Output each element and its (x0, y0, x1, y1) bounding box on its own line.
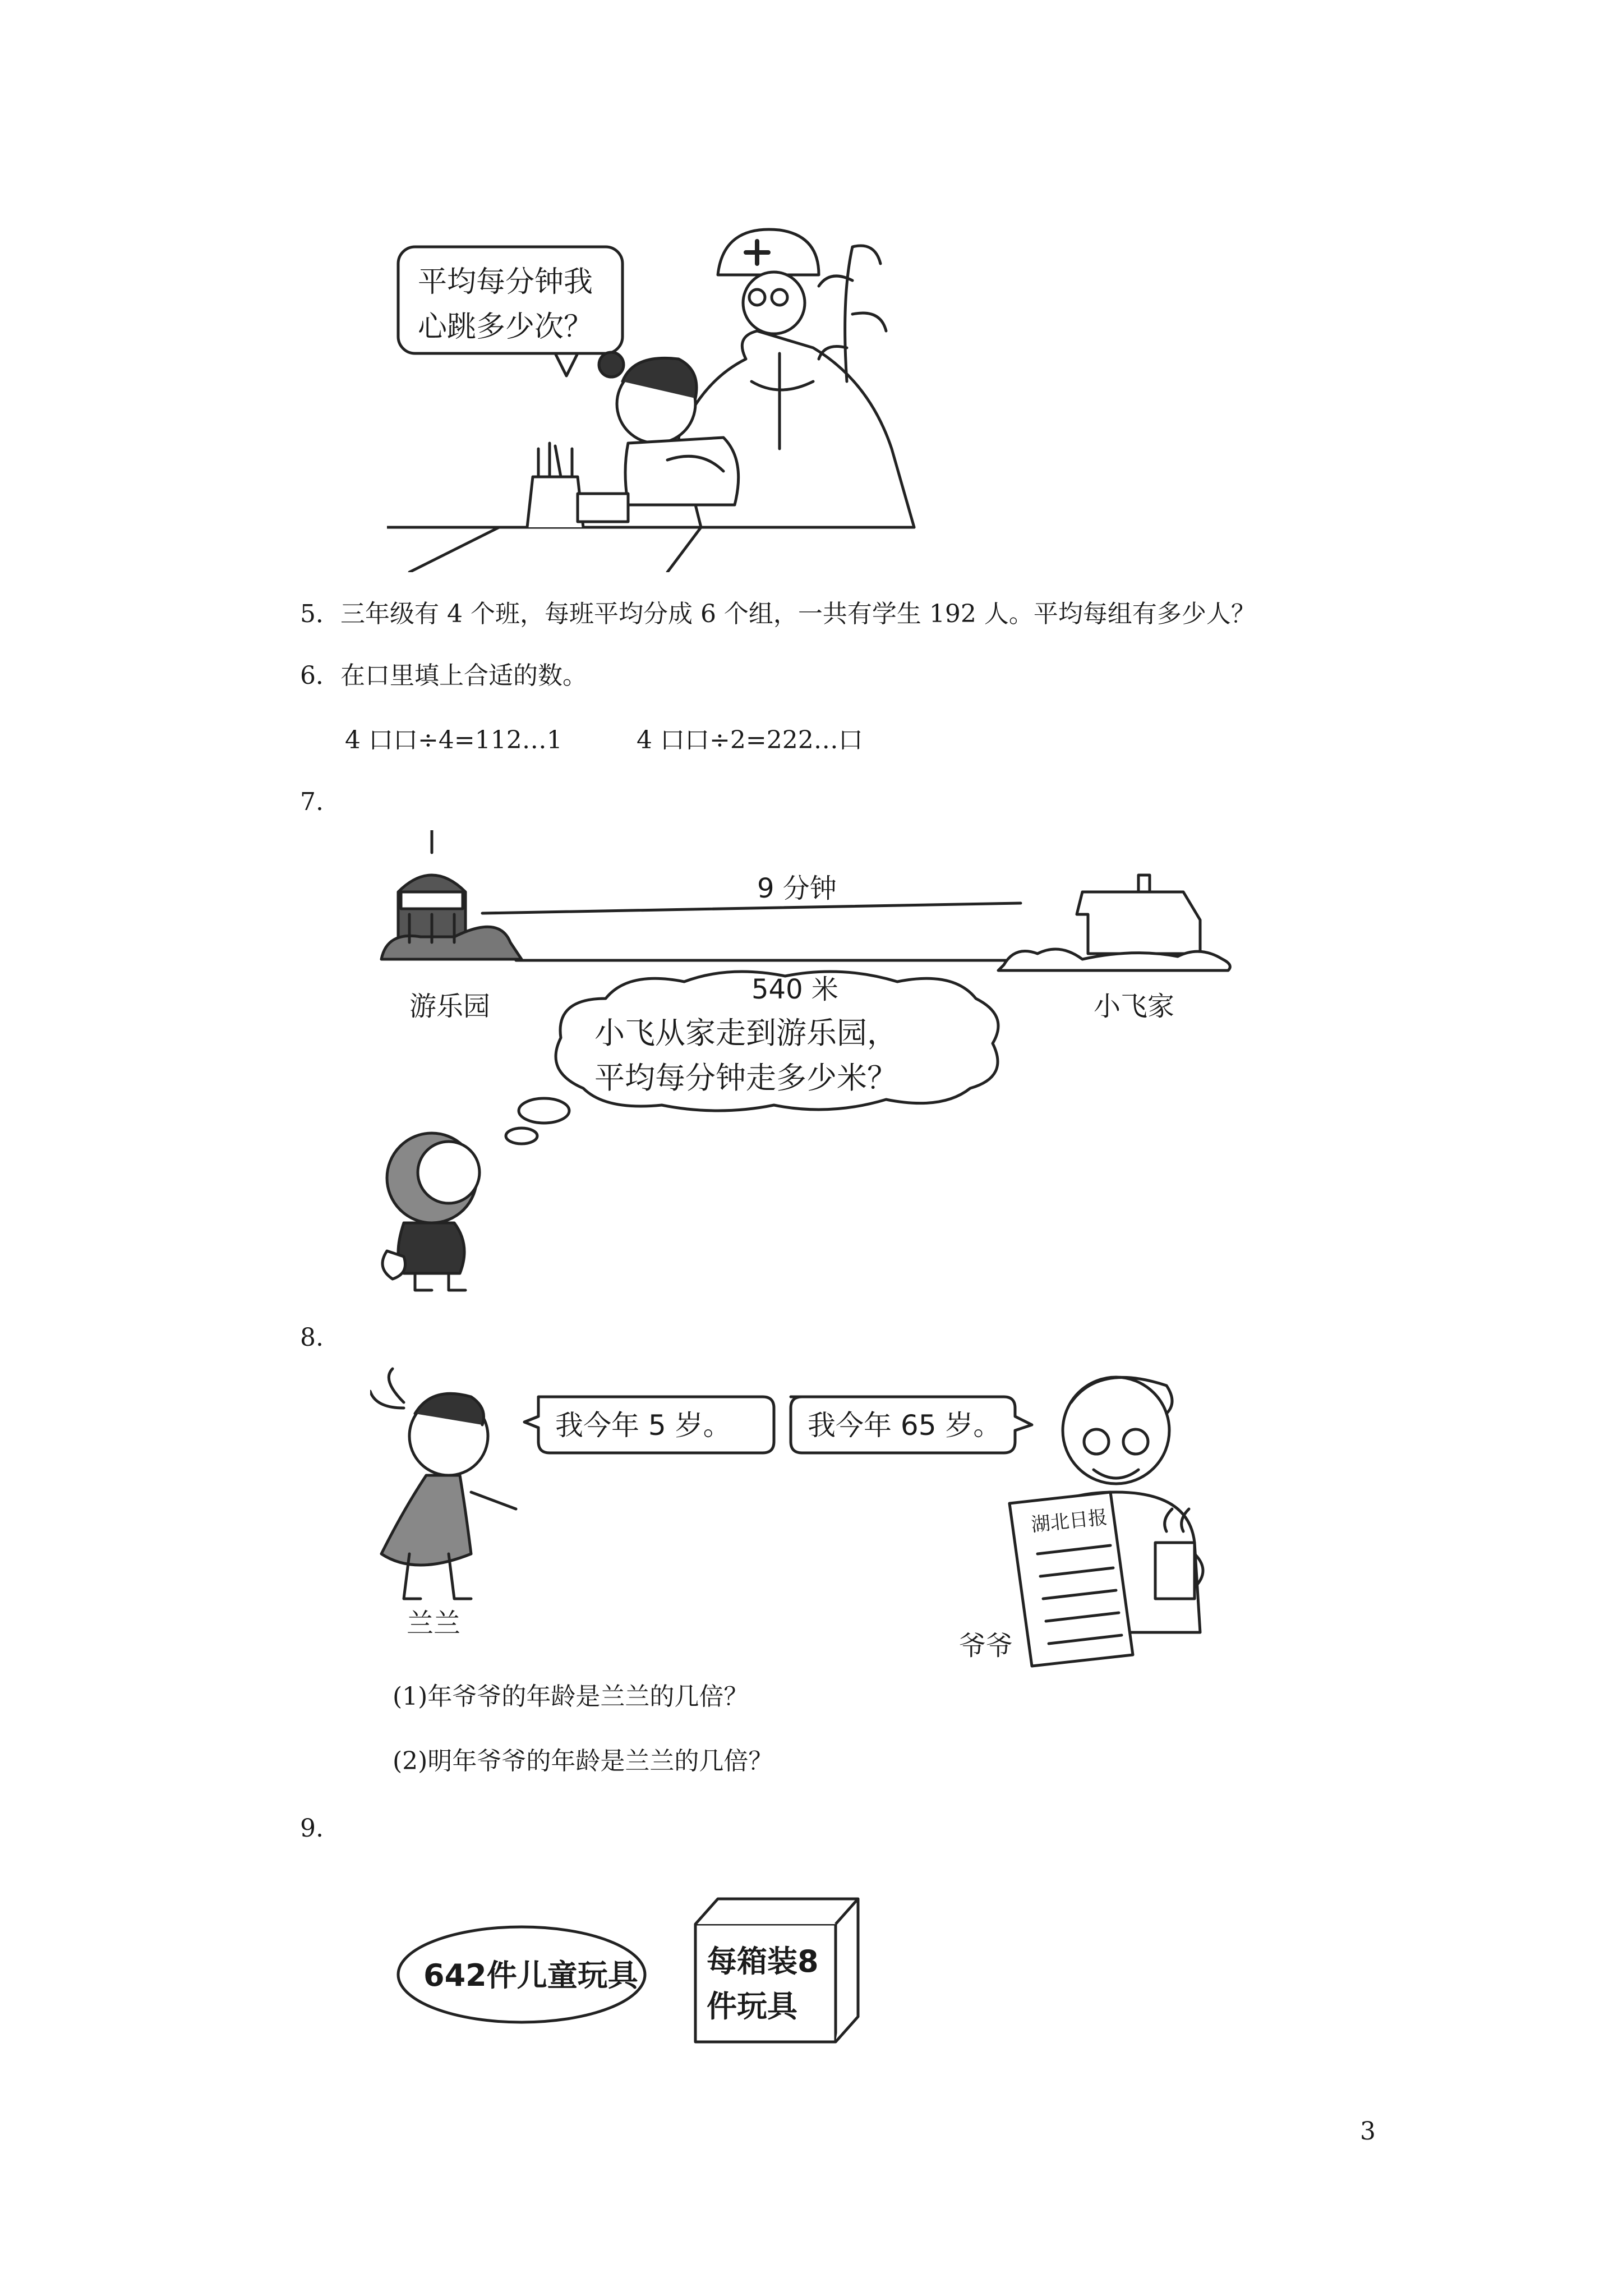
route-line-top (482, 903, 1021, 913)
right-place-label: 小飞家 (1094, 991, 1175, 1022)
newspaper-title: 湖北日报 (1030, 1506, 1109, 1536)
bubble-line-2: 心跳多少次？ (418, 310, 593, 344)
bubble-grandpa-text: 我今年 65 岁。 (808, 1409, 1002, 1442)
figure-park-route (370, 830, 1267, 1296)
question-8-sub-1: (1)年爷爷的年龄是兰兰的几倍？ (393, 1682, 749, 1711)
figure-toy-boxes (393, 1868, 897, 2053)
box-text-line-1: 每箱装8 (707, 1944, 819, 1979)
box-text-line-2: 件玩具 (707, 1989, 797, 2024)
toy-box (695, 1924, 836, 2042)
question-6: 6．在口里填上合适的数。 (300, 661, 587, 690)
page-number: 3 (1360, 2117, 1376, 2146)
question-9-number: 9. (300, 1814, 324, 1843)
question-8-number: 8. (300, 1323, 324, 1352)
desk (387, 527, 914, 572)
thought-line-1: 小飞从家走到游乐园， (594, 1015, 897, 1051)
time-label: 9 分钟 (757, 873, 837, 904)
equation-1: 4 口口÷4=112…1 (345, 726, 562, 754)
distance-label: 540 米 (751, 974, 838, 1005)
question-8-sub-2: (2)明年爷爷的年龄是兰兰的几倍？ (393, 1747, 773, 1775)
house (1077, 892, 1200, 954)
girl-name-label: 兰兰 (407, 1608, 461, 1639)
question-5: 5．三年级有 4 个班，每班平均分成 6 个组，一共有学生 192 人。平均每组有多少人？ (300, 600, 1256, 628)
figure-doctor-heartbeat (387, 213, 920, 572)
left-place-label: 游乐园 (409, 991, 491, 1022)
equation-2: 4 口口÷2=222…口 (637, 726, 863, 754)
oval-text: 642件儿童玩具 (423, 1958, 638, 1993)
question-7-number: 7. (300, 788, 324, 816)
thought-line-2: 平均每分钟走多少米？ (594, 1060, 897, 1096)
grandpa-name-label: 爷爷 (959, 1630, 1013, 1662)
figure-grandpa-lanlan (370, 1363, 1324, 1677)
bubble-girl-text: 我今年 5 岁。 (555, 1409, 731, 1442)
bubble-line-1: 平均每分钟我 (418, 265, 593, 299)
